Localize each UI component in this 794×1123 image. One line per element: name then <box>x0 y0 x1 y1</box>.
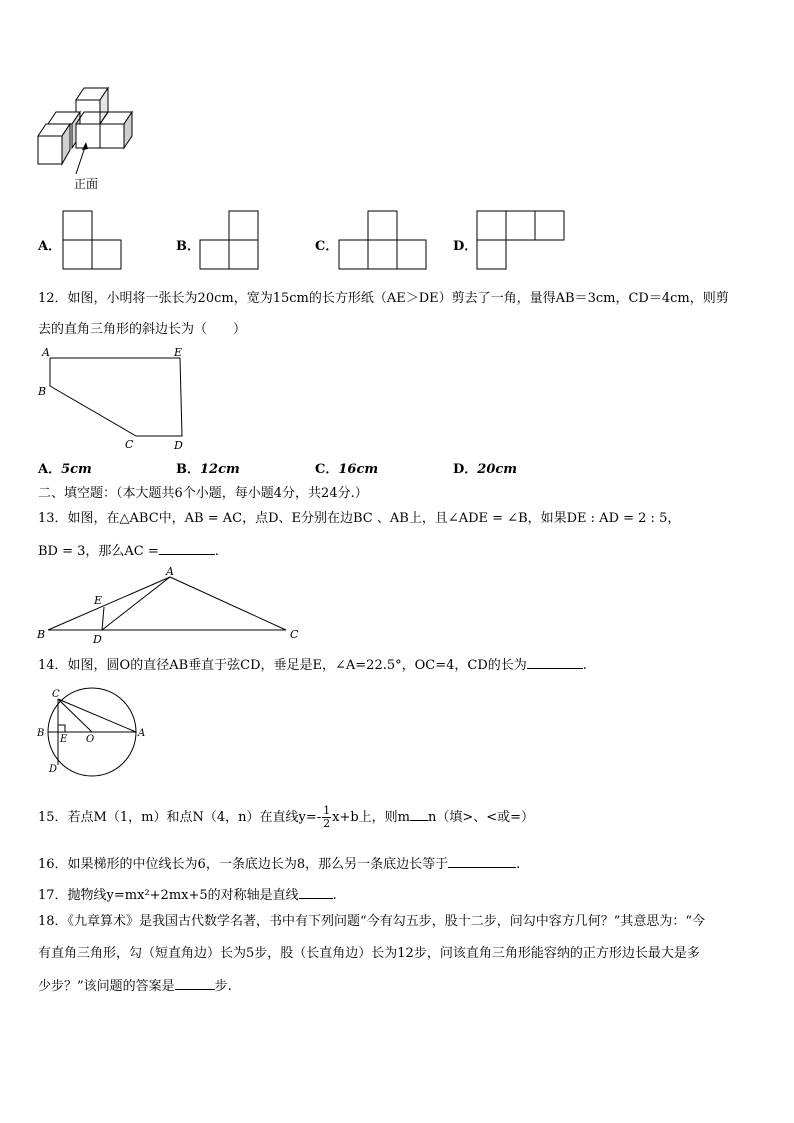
q14-label-o: O <box>86 734 95 745</box>
front-view-label: 正面 <box>74 177 99 191</box>
q14-label-a: A <box>138 728 146 739</box>
q14-label-b: B <box>37 728 45 739</box>
q13-label-a: A <box>166 565 174 578</box>
q12-label-e: E <box>174 346 183 359</box>
q12-option-b[interactable] <box>176 458 240 477</box>
q18-text-line2: 有直角三角形，勾（短直角边）长为5步，股（长直角边）长为12步，问该直角三角形能容纳的正方形边长最大是多 <box>38 946 700 961</box>
q12-option-a[interactable] <box>38 458 92 477</box>
q12-option-c-letter: C． <box>315 462 339 477</box>
q12-option-a-value: 5cm <box>61 462 92 477</box>
q14-text-end: . <box>582 658 587 673</box>
q13-answer-blank[interactable] <box>159 542 215 555</box>
q12-label-a: A <box>42 346 50 359</box>
q14-text-line1 <box>38 656 587 674</box>
q13-text-line2-end: . <box>214 544 219 559</box>
q15-text-pre: 15．若点M（1，m）和点N（4，n）在直线y=- <box>38 810 322 825</box>
q12-option-a-letter: A． <box>38 462 62 477</box>
q13-text-line2 <box>38 542 219 560</box>
q12-figure <box>34 344 194 454</box>
q11-option-c-figure <box>338 210 430 272</box>
q16-answer-blank[interactable] <box>448 855 516 868</box>
q16-text-body: 16．如果梯形的中位线长为6，一条底边长为8，那么另一条底边长等于 <box>38 857 449 872</box>
q15-text-post2: n（填>、<或=） <box>427 810 535 825</box>
q13-label-d: D <box>93 633 102 646</box>
q12-option-d-value: 20cm <box>477 462 518 477</box>
q15-fraction-numerator: 1 <box>323 804 331 817</box>
q16-text-end: . <box>516 857 521 872</box>
q12-text-line2: 去的直角三角形的斜边长为（ ） <box>38 322 247 337</box>
q11-option-a-letter[interactable]: A． <box>38 239 62 254</box>
q18-text-line3 <box>38 977 232 995</box>
q12-option-c[interactable] <box>315 458 378 477</box>
q14-answer-blank[interactable] <box>527 656 583 669</box>
q12-label-d: D <box>174 439 183 452</box>
section-2-heading: 二、填空题：（本大题共6个小题，每小题4分，共24分.） <box>38 486 368 501</box>
q12-option-c-value: 16cm <box>338 462 379 477</box>
q14-text-body: 14．如图，圆O的直径AB垂直于弦CD，垂足是E，∠A=22.5°，OC=4，CD的长为 <box>38 658 527 673</box>
q11-option-d-letter[interactable]: D． <box>453 239 478 254</box>
q17-text-body: 17．抛物线y=mx²+2mx+5的对称轴是直线 <box>38 888 299 903</box>
q12-option-d-letter: D． <box>453 462 478 477</box>
q13-label-c: C <box>290 628 299 641</box>
q18-text-line1: 18．《九章算术》是我国古代数学名著，书中有下列问题“今有勾五步，股十二步，问勾中容方几何？”其意思为：“今 <box>38 914 705 929</box>
q15-fraction <box>322 805 331 830</box>
q14-label-e: E <box>60 734 68 745</box>
q17-text-end: . <box>332 888 337 903</box>
q14-label-c: C <box>52 689 60 700</box>
q11-option-a-figure <box>62 210 124 272</box>
q12-option-b-letter: B． <box>176 462 200 477</box>
q17-answer-blank[interactable] <box>299 886 333 899</box>
q13-label-e: E <box>94 594 103 607</box>
q12-label-b: B <box>38 385 47 398</box>
q15-fraction-denominator: 2 <box>323 817 331 830</box>
q14-circle-figure <box>34 686 150 778</box>
q16-text <box>38 855 520 873</box>
q14-label-d: D <box>49 764 58 775</box>
q15-answer-blank[interactable] <box>410 808 428 821</box>
q12-option-b-value: 12cm <box>200 462 240 477</box>
q12-option-d[interactable] <box>453 458 517 477</box>
q11-option-d-figure <box>476 210 568 272</box>
q13-text-line1: 13．如图，在△ABC中，AB = AC，点D、E分别在边BC 、AB上，且∠ADE = ∠B，如果DE : AD = 2 : 5， <box>38 511 681 526</box>
q18-text-line3-end: 步. <box>214 979 232 994</box>
q13-figure <box>34 562 314 646</box>
q11-option-c-letter[interactable]: C． <box>315 239 339 254</box>
q15-text-post: x+b上，则m <box>332 810 410 825</box>
q12-text-line1: 12．如图，小明将一张长为20cm，宽为15cm的长方形纸（AE＞DE）剪去了一角，量得AB＝3cm，CD＝4cm，则剪 <box>38 291 729 306</box>
q13-label-b: B <box>37 628 46 641</box>
q18-text-line3-body: 少步？”该问题的答案是 <box>38 979 175 994</box>
q11-option-b-figure <box>199 210 261 272</box>
q11-option-b-letter[interactable]: B． <box>176 239 200 254</box>
q13-text-line2-body: BD = 3，那么AC = <box>38 544 159 559</box>
q17-text <box>38 886 337 904</box>
q15-text <box>38 805 534 830</box>
q18-answer-blank[interactable] <box>175 977 215 990</box>
q12-label-c: C <box>125 438 134 451</box>
